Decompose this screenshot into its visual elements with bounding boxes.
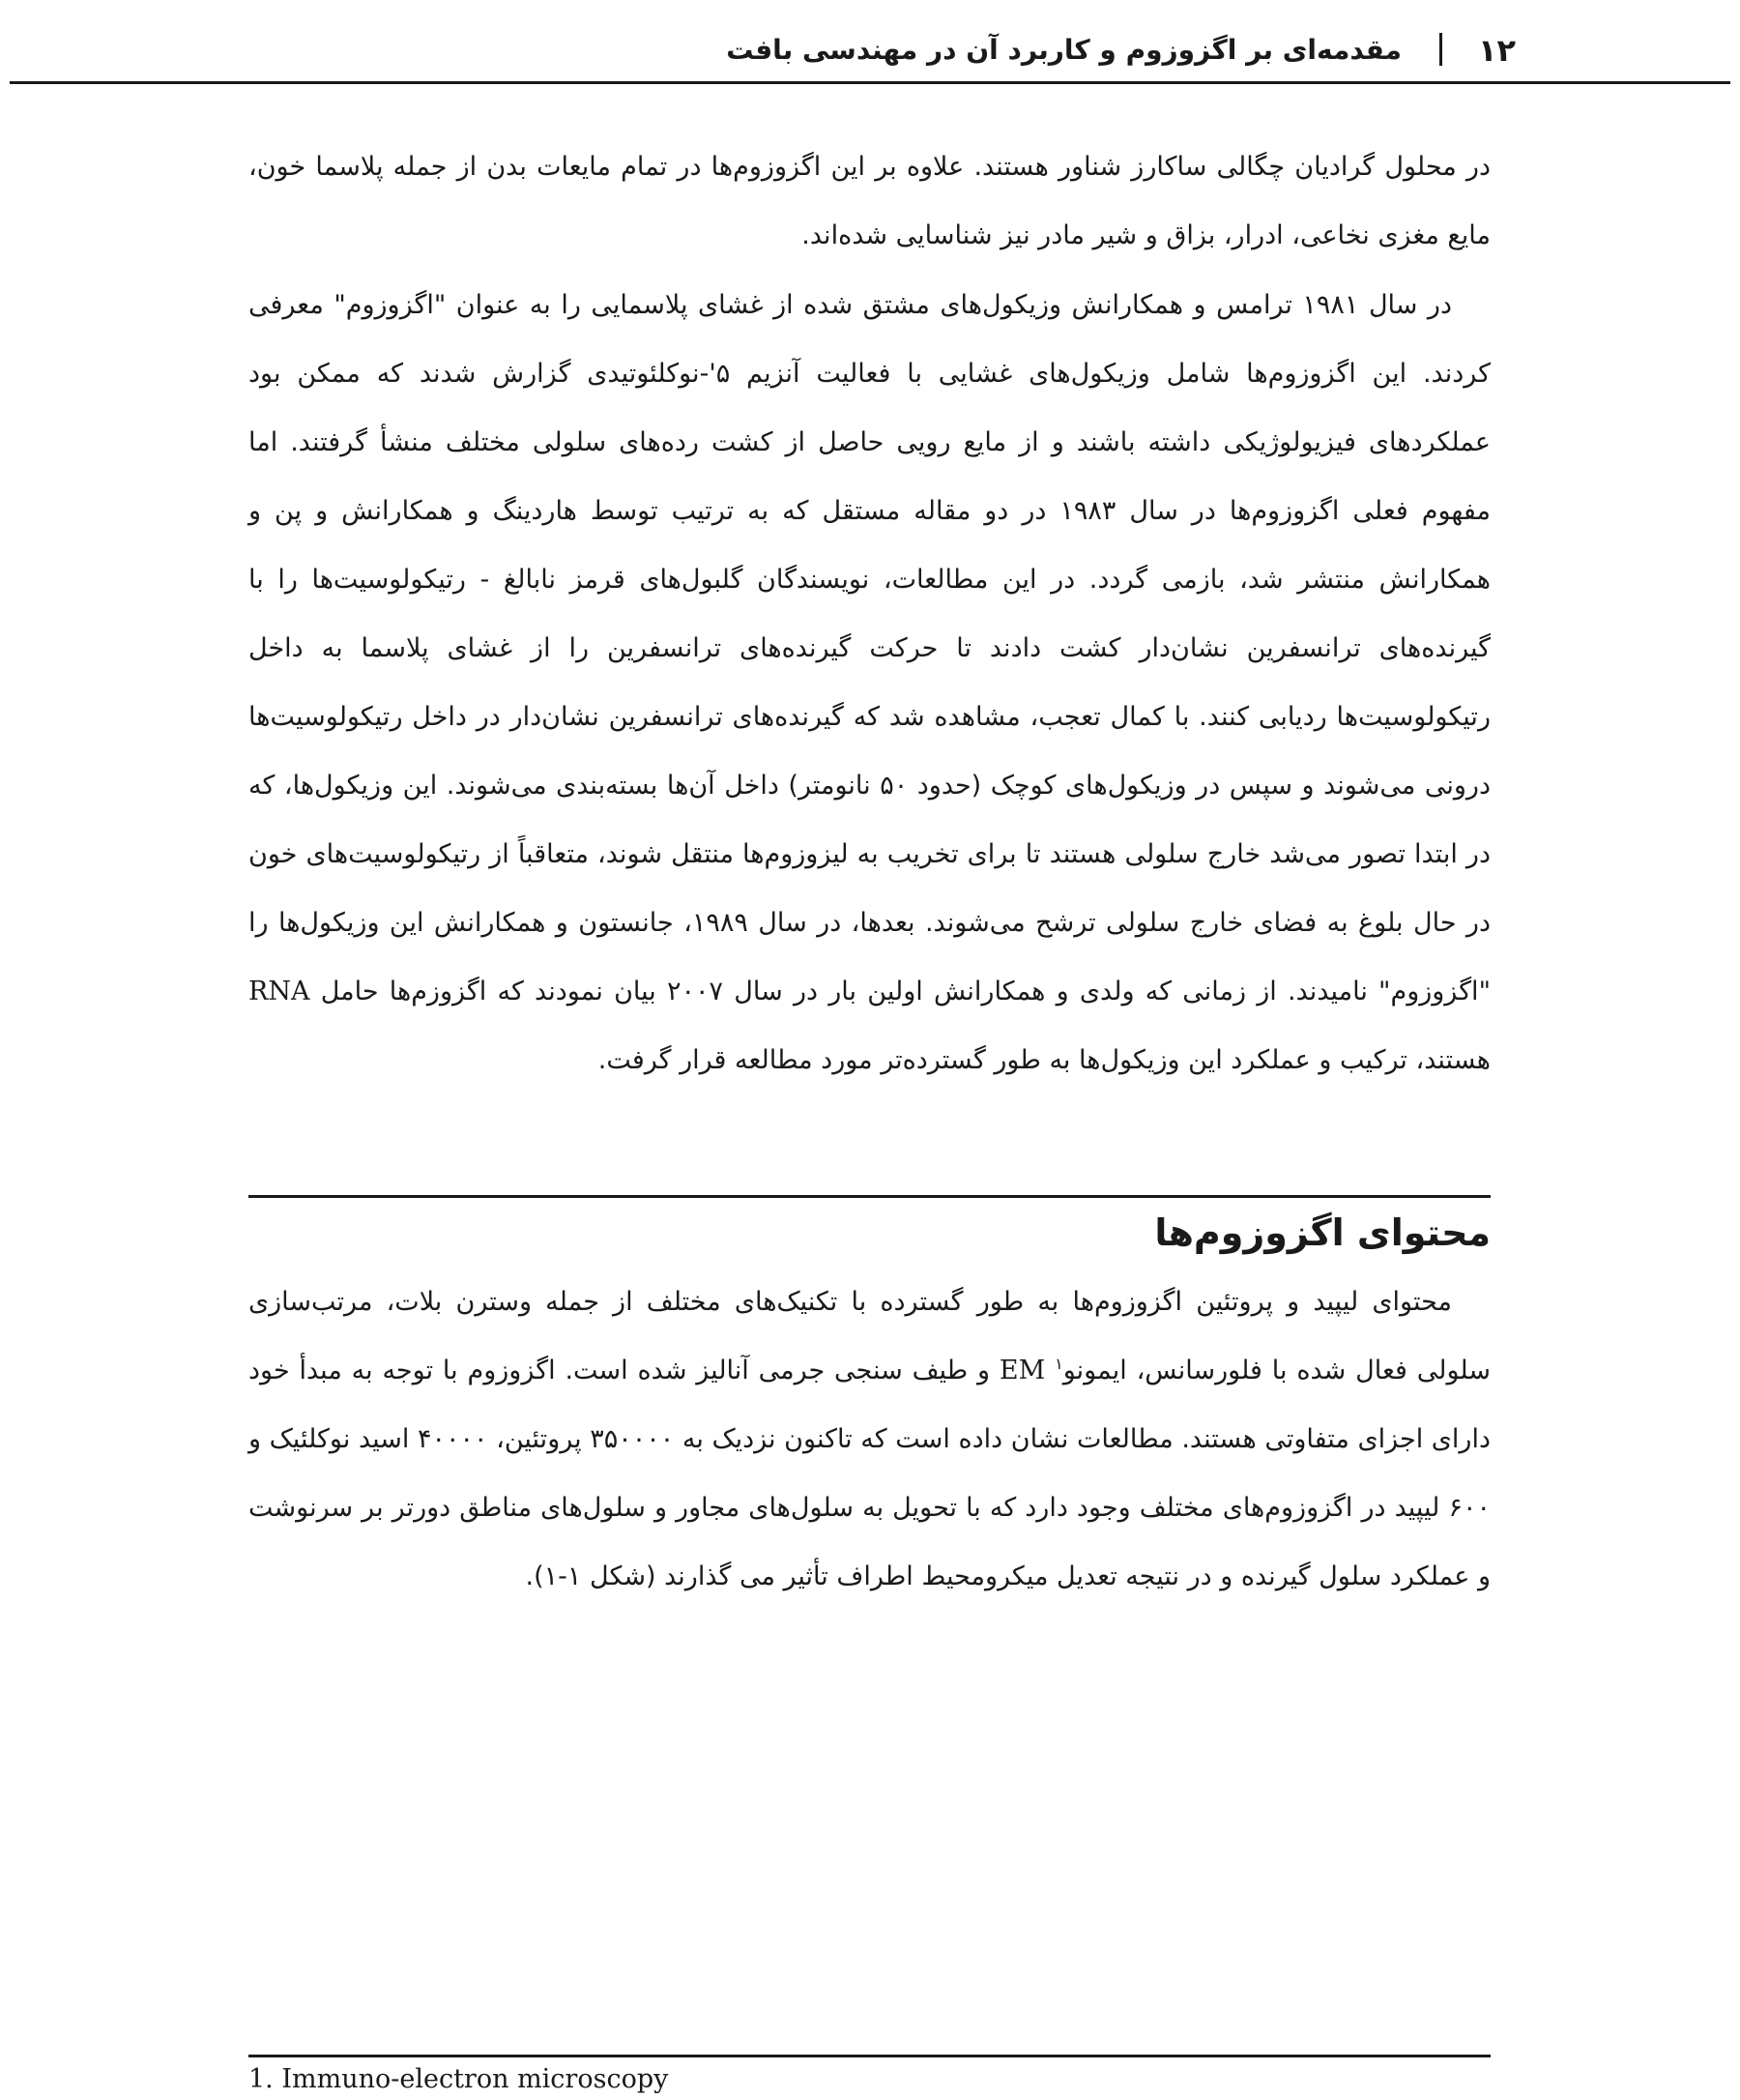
paragraph-3-text-a: محتوای لیپید و پروتئین اگزوزوم‌ها به طور گسترده با تکنیک‌های مختلف از جمله وسترن بلات، مرتب‌سازی سلولی فعال شده با فلورسانس، ایمونو‌ [248, 1287, 1491, 1385]
em-term: EM [999, 1356, 1046, 1385]
header-separator [1439, 33, 1442, 66]
running-header [10, 17, 1730, 84]
rna-term: RNA [248, 977, 310, 1006]
paragraph-2-end: هستند، ترکیب و عملکرد این وزیکول‌ها به طور گسترده‌تر مورد مطالعه قرار گرفت. [597, 1045, 1491, 1075]
paragraph-3-text-b: و طیف سنجی جرمی آنالیز شده است. اگزوزوم با توجه به مبدأ خود دارای اجزای متفاوتی هستند. مطالعات نشان داده است که تاکنون نزدیک به ۳۵۰۰۰۰ پروتئین، ۴۰۰۰۰ اسید نوکلئیک و ۶۰۰ لیپید در اگزوزوم‌های مختلف وجود دارد که با تحویل به سلول‌های مجاور و سلول‌های مناطق دورتر بر سرنوشت و عملکرد سلول گیرنده و در نتیجه تعدیل میکرومحیط اطراف تأثیر می گذارند (شکل ۱-۱). [248, 1356, 1491, 1591]
paragraph-1: در محلول گرادیان چگالی ساکارز شناور هستند. علاوه بر این اگزوزوم‌ها در تمام مایعات بدن از جمله پلاسما خون، مایع مغزی نخاعی، ادرار، بزاق و شیر مادر نیز شناسایی شده‌اند. [248, 152, 1491, 250]
footnote-ref: ۱ [1055, 1355, 1063, 1373]
page-number: ۱۲ [1477, 32, 1516, 69]
paragraph-2-text: در سال ۱۹۸۱ ترامس و همکارانش وزیکول‌های مشتق شده از غشای پلاسمایی را به عنوان "اگزوزوم" معرفی کردند. این اگزوزوم‌ها شامل وزیکول‌های غشایی با فعالیت آنزیم ۵'-نوکلئوتیدی گزارش شدند که ممکن بود عملکردهای فیزیولوژیکی داشته باشند و از مایع رویی حاصل از کشت رده‌های سلولی مختلف منشأ گرفتند. اما مفهوم فعلی اگزوزوم‌ها در سال ۱۹۸۳ در دو مقاله مستقل که به ترتیب توسط هاردینگ و همکارانش و پن و همکارانش منتشر شد، بازمی گردد. در این مطالعات، نویسندگان گلبول‌های قرمز نابالغ - رتیکولوسیت‌ها را با گیرنده‌های ترانسفرین نشان‌دار کشت دادند تا حرکت گیرنده‌های ترانسفرین را از غشای پلاسما به داخل رتیکولوسیت‌ها ردیابی کنند. با کمال تعجب، مشاهده شد که گیرنده‌های ترانسفرین نشان‌دار در داخل رتیکولوسیت‌ها درونی می‌شوند و سپس در وزیکول‌های کوچک (حدود ۵۰ نانومتر) داخل آن‌ها بسته‌بندی می‌شوند. این وزیکول‌ها، که در ابتدا تصور می‌شد خارج سلولی هستند تا برای تخریب به لیزوزوم‌ها منتقل شوند، متعاقباً از رتیکولوسیت‌های خون در حال بلوغ به فضای خارج سلولی ترشح می‌شوند. بعدها، در سال ۱۹۸۹، جانستون و همکارانش این وزیکول‌ها را "اگزوزوم" نامیدند. از زمانی که ولدی و همکارانش اولین بار در سال ۲۰۰۷ بیان نمودند که اگزوزم‌ها حامل [248, 290, 1492, 1006]
section-divider [248, 1195, 1491, 1198]
running-title: مقدمه‌ای بر اگزوزوم و کاربرد آن در مهندسی بافت [726, 34, 1402, 66]
section-title: محتوای اگزوزوم‌ها [1154, 1211, 1491, 1254]
footnote: 1. Immuno-electron microscopy [248, 2064, 669, 2094]
footnote-divider [248, 2055, 1491, 2057]
paragraph-2 [248, 271, 1491, 1094]
paragraph-3 [248, 1268, 1491, 1611]
